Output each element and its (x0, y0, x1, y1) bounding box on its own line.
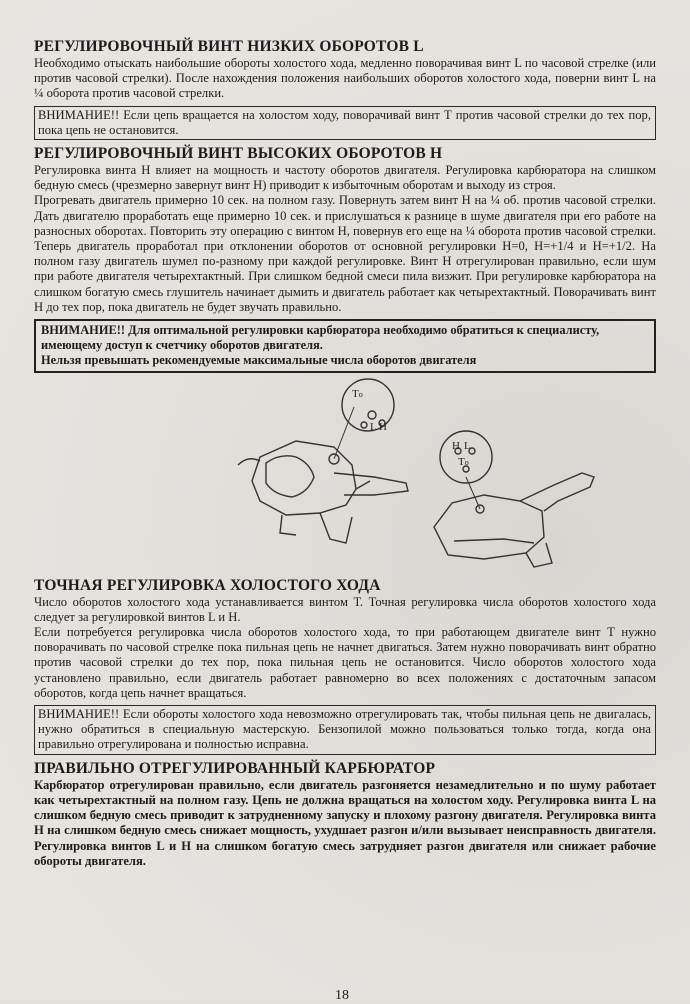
idle-warning: ВНИМАНИЕ!! Если обороты холостого хода невозможно отрегулировать так, чтобы пильная цепь не двигалась, нужно обратиться в специальную мастерскую. Бензопилой можно пользоваться только тогда, когда она правильно отрегулирована и полностью исправна. (34, 705, 656, 755)
high-screw-warning (34, 319, 656, 373)
label-a-l: L (370, 420, 377, 433)
section-title-low-screw: РЕГУЛИРОВОЧНЫЙ ВИНТ НИЗКИХ ОБОРОТОВ L (34, 38, 424, 55)
correct-text: Карбюратор отрегулирован правильно, если двигатель разгоняется незамедлительно и по шуму работает как четырехтактный на полном газу. Цепь не должна вращаться на холостом ходу. Регулировка винта L на слишком бедную смесь приводит к затрудненному запуску и плохому разгону двигателя. Регулировка винта Н на слишком бедную смесь снижает мощность, ухудшает разгон и/или вызывает неисправность двигателя. Регулировка винтов L и Н на слишком богатую смесь затрудняет разгон двигателя или снижает рабочие обороты двигателя. (34, 777, 656, 868)
saw-b-callout (440, 431, 492, 483)
label-b-t-sub: о (464, 457, 469, 467)
svg-text:То (352, 388, 363, 400)
section-title-correct: ПРАВИЛЬНО ОТРЕГУЛИРОВАННЫЙ КАРБЮРАТОР (34, 759, 436, 777)
low-screw-text: Необходимо отыскать наибольшие обороты холостого хода, медленно поворачивая винт L по часовой стрелке (или против часовой стрелки). После нахождения положения наибольших оборотов холостого хода, поверни винт L на ¼ оборота против часовой стрелки. (34, 56, 656, 101)
label-a-h: Н (379, 420, 387, 433)
high-screw-text-1: Регулировка винта Н влияет на мощность и частоту оборотов двигателя. Регулировка карбюратора на слишком бедную смесь (чрезмерно завернут винт Н) приводит к избыточным оборотам и выходу из строя. (34, 163, 656, 193)
high-screw-warning-2: Нельзя превышать рекомендуемые максимальные числа оборотов двигателя (41, 353, 477, 368)
section-title-high-screw: РЕГУЛИРОВОЧНЫЙ ВИНТ ВЫСОКИХ ОБОРОТОВ Н (34, 145, 443, 163)
saw-a-front-handle (238, 458, 260, 464)
page-number: 18 (335, 988, 349, 1003)
carburetor-figure (34, 377, 656, 577)
high-screw-warning-1: ВНИМАНИЕ!! Для оптимальной регулировки карбюратора необходимо обратиться к специалисту, имеющему доступ к счетчику оборотов двигателя. (41, 323, 600, 353)
chainsaw-illustration (34, 377, 656, 577)
section-title-idle: ТОЧНАЯ РЕГУЛИРОВКА ХОЛОСТОГО ХОДА (34, 576, 381, 594)
saw-b-body (434, 495, 544, 559)
label-a-t: Т (352, 387, 359, 400)
label-b-l: L (464, 439, 471, 452)
svg-text:То (458, 456, 469, 468)
saw-a-bar (334, 473, 408, 495)
low-screw-warning: ВНИМАНИЕ!! Если цепь вращается на холостом ходу, поворачивай винт Т против часовой стрелки до тех пор, пока цепь не остановится. (34, 106, 656, 140)
label-a-t-sub: о (358, 389, 363, 399)
saw-a-body (252, 441, 356, 515)
idle-text-1: Число оборотов холостого хода устанавливается винтом Т. Точная регулировка числа оборотов холостого хода следует за регулировкой винтов L и Н. (34, 594, 656, 624)
idle-text-2: Если потребуется регулировка числа оборотов холостого хода, то при работающем двигателе винт Т нужно поворачивать по часовой стрелке пока пильная цепь не начнет двигаться. Затем нужно поворачивать винт обратно против часовой стрелки до тех пор, пока пильная цепь не остановится. Число оборотов холостого хода установлено правильно, если двигатель работает равномерно во всех положениях с достаточным запасом оборотов, когда цепь начнет вращаться. (34, 625, 656, 700)
label-b-h: Н (452, 439, 460, 452)
label-b-t: Т (458, 455, 465, 468)
saw-a-handle (266, 456, 314, 497)
high-screw-text-2: Прогревать двигатель примерно 10 сек. на полном газу. Повернуть затем винт Н на ¼ об. против часовой стрелки. Дать двигателю проработать еще примерно 10 сек. и прислушаться к разнице в шуме двигателя при его работе на разносных оборотах. Повторить эту операцию с винтом Н, повернув его еще на ¼ оборота против часовой стрелки. Теперь двигатель проработал при отклонении оборотов от основной регулировки Н=0, Н=+1/4 и Н=+1/2. На полном газу двигатель шумел по-разному при каждой регулировке. Винт Н отрегулирован правильно, если шум при работе двигателя четырехтактный. При слишком бедной смеси пила визжит. При регулировке карбюратора на слишком богатую смесь глушитель начинает дымить и двигатель работает как четырехтактный. Поворачивать винт Н до тех пор, пока двигатель не будет звучать правильно. (34, 193, 656, 314)
